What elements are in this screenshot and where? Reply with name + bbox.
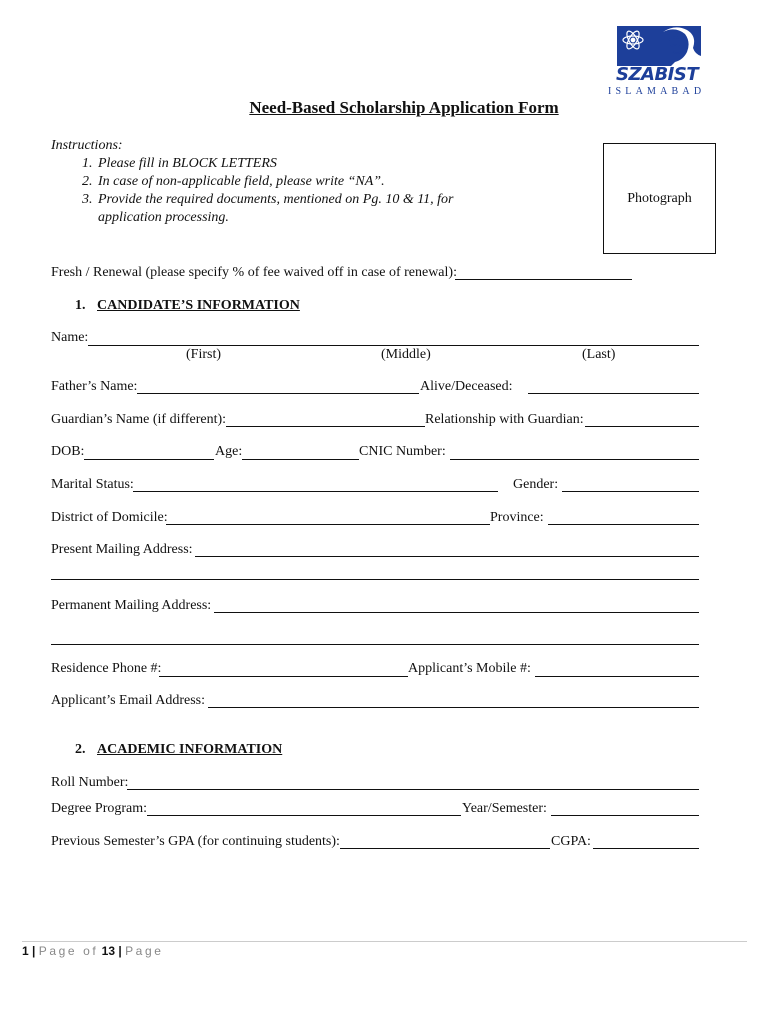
marital-status-field[interactable] [133,491,498,492]
section-candidate-info-heading [75,298,300,314]
permanent-address-field-line2[interactable] [51,644,699,645]
email-label: Applicant’s Email Address: [51,693,205,708]
degree-program-label: Degree Program: [51,801,148,816]
name-field[interactable] [88,345,699,346]
name-label: Name: [51,330,89,345]
section-academic-info-heading [75,742,282,758]
cnic-field[interactable] [450,459,699,460]
photograph-label: Photograph [627,190,692,206]
szabist-logo [608,26,716,100]
guardian-name-field[interactable] [226,426,425,427]
roll-number-field[interactable] [127,789,699,790]
fathers-name-field[interactable] [137,393,419,394]
gpa-label: Previous Semester’s GPA (for continuing students): [51,834,340,849]
fresh-renewal-label: Fresh / Renewal (please specify % of fee waived off in case of renewal): [51,265,457,280]
instruction-item: 2. In case of non-applicable field, please write “NA”. [96,173,498,191]
roll-number-label: Roll Number: [51,775,129,790]
photograph-box[interactable] [603,143,716,254]
footer-separator: | [32,944,36,958]
guardian-name-label: Guardian’s Name (if different): [51,412,227,427]
cnic-label: CNIC Number: [359,444,446,459]
section-title: ACADEMIC INFORMATION [97,742,283,757]
cgpa-field[interactable] [593,848,699,849]
instructions-list [51,155,498,227]
instructions-heading: Instructions: [51,138,123,153]
form-title: Need-Based Scholarship Application Form [249,98,559,117]
residence-phone-field[interactable] [159,676,408,677]
dob-field[interactable] [84,459,214,460]
email-field[interactable] [208,707,699,708]
instruction-item: 3. Provide the required documents, mentioned on Pg. 10 & 11, for application processing. [96,191,498,227]
cgpa-label: CGPA: [551,834,591,849]
present-address-field[interactable] [195,556,699,557]
mobile-label: Applicant’s Mobile #: [408,661,531,676]
present-address-label: Present Mailing Address: [51,542,193,557]
year-semester-label: Year/Semester: [462,801,547,816]
section-title: CANDIDATE’S INFORMATION [97,298,300,313]
total-pages: 13 [101,944,116,958]
name-first-caption: (First) [186,347,221,362]
marital-status-label: Marital Status: [51,477,134,492]
relationship-field[interactable] [585,426,699,427]
instruction-item: 1. Please fill in BLOCK LETTERS [96,155,498,173]
logo-banner [617,26,701,66]
name-middle-caption: (Middle) [381,347,431,362]
mobile-field[interactable] [535,676,699,677]
footer-separator: | [118,944,122,958]
relationship-label: Relationship with Guardian: [425,412,584,427]
page-number: 1 [22,944,29,958]
instructions [51,137,498,227]
present-address-field-line2[interactable] [51,579,699,580]
founder-portrait-icon [617,26,701,66]
gpa-field[interactable] [340,848,550,849]
dob-label: DOB: [51,444,85,459]
alive-deceased-label: Alive/Deceased: [420,379,513,394]
permanent-address-field[interactable] [214,612,699,613]
residence-phone-label: Residence Phone #: [51,661,162,676]
province-label: Province: [490,510,544,525]
province-field[interactable] [548,524,699,525]
fathers-name-label: Father’s Name: [51,379,138,394]
age-label: Age: [215,444,243,459]
section-number: 1. [75,298,86,313]
name-last-caption: (Last) [582,347,616,362]
gender-field[interactable] [562,491,699,492]
page-footer [22,944,164,958]
permanent-address-label: Permanent Mailing Address: [51,598,212,613]
logo-brand-text: SZABIST [616,64,699,85]
page-of-text: Page of [38,944,99,958]
degree-program-field[interactable] [147,815,461,816]
district-field[interactable] [166,524,490,525]
district-label: District of Domicile: [51,510,168,525]
alive-deceased-field[interactable] [528,393,699,394]
age-field[interactable] [242,459,359,460]
page-word: Page [125,944,164,958]
footer-divider [22,941,747,942]
logo-city-text: ISLAMABAD [608,86,706,97]
fresh-renewal-field[interactable] [455,279,632,280]
year-semester-field[interactable] [551,815,699,816]
section-number: 2. [75,742,86,757]
gender-label: Gender: [513,477,559,492]
